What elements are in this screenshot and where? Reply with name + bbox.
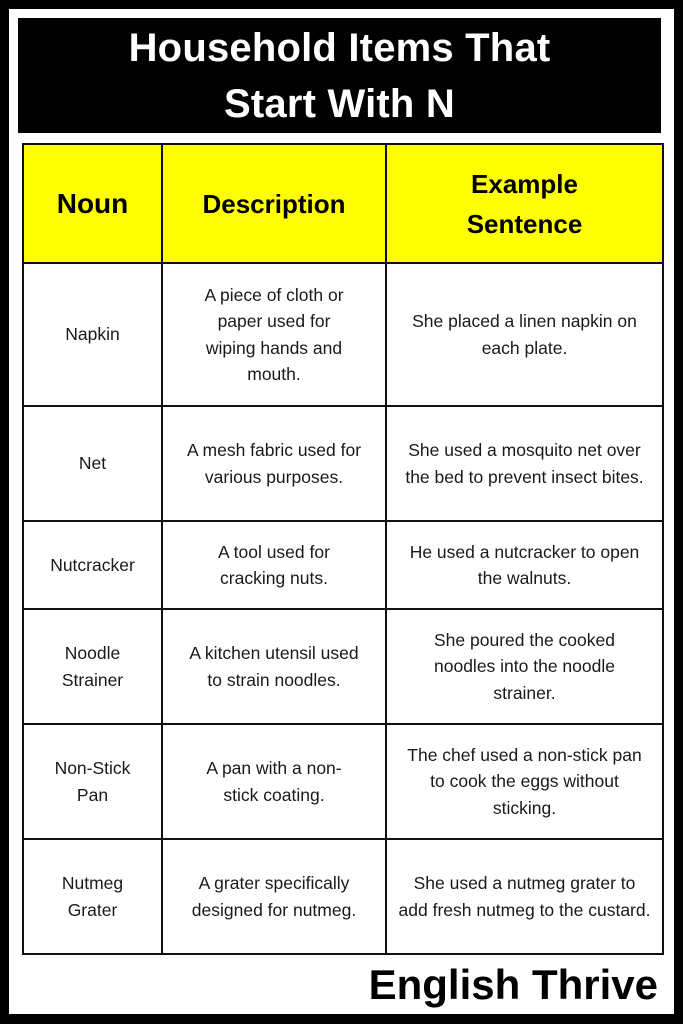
cell-description: A grater specifically designed for nutmeg. bbox=[162, 839, 386, 954]
cell-description: A pan with a non-stick coating. bbox=[162, 724, 386, 839]
table-header-row bbox=[23, 144, 663, 263]
header-noun: Noun bbox=[23, 144, 162, 263]
page-title bbox=[18, 18, 661, 133]
cell-noun: Nutcracker bbox=[23, 521, 162, 609]
cell-example: She placed a linen napkin on each plate. bbox=[386, 263, 663, 406]
cell-noun: Net bbox=[23, 406, 162, 521]
cell-noun: Napkin bbox=[23, 263, 162, 406]
cell-example: He used a nutcracker to open the walnuts. bbox=[386, 521, 663, 609]
title-line-1: Household Items That bbox=[128, 25, 551, 70]
cell-noun: Noodle Strainer bbox=[23, 609, 162, 724]
table-row bbox=[23, 406, 663, 521]
brand-watermark: English Thrive bbox=[368, 961, 658, 1008]
vocabulary-table bbox=[22, 143, 664, 955]
cell-example: She poured the cooked noodles into the noodle strainer. bbox=[386, 609, 663, 724]
cell-description: A tool used for cracking nuts. bbox=[162, 521, 386, 609]
header-example-sentence: Example Sentence bbox=[386, 144, 663, 263]
cell-description: A mesh fabric used for various purposes. bbox=[162, 406, 386, 521]
cell-example: The chef used a non-stick pan to cook the eggs without sticking. bbox=[386, 724, 663, 839]
header-description: Description bbox=[162, 144, 386, 263]
table-row bbox=[23, 521, 663, 609]
cell-description: A piece of cloth or paper used for wiping hands and mouth. bbox=[162, 263, 386, 406]
cell-description: A kitchen utensil used to strain noodles. bbox=[162, 609, 386, 724]
title-line-2: Start With N bbox=[224, 81, 455, 126]
cell-noun: Nutmeg Grater bbox=[23, 839, 162, 954]
table-row bbox=[23, 263, 663, 406]
table-row bbox=[23, 839, 663, 954]
cell-noun: Non-Stick Pan bbox=[23, 724, 162, 839]
cell-example: She used a mosquito net over the bed to prevent insect bites. bbox=[386, 406, 663, 521]
cell-example: She used a nutmeg grater to add fresh nutmeg to the custard. bbox=[386, 839, 663, 954]
table-row bbox=[23, 724, 663, 839]
table-row bbox=[23, 609, 663, 724]
